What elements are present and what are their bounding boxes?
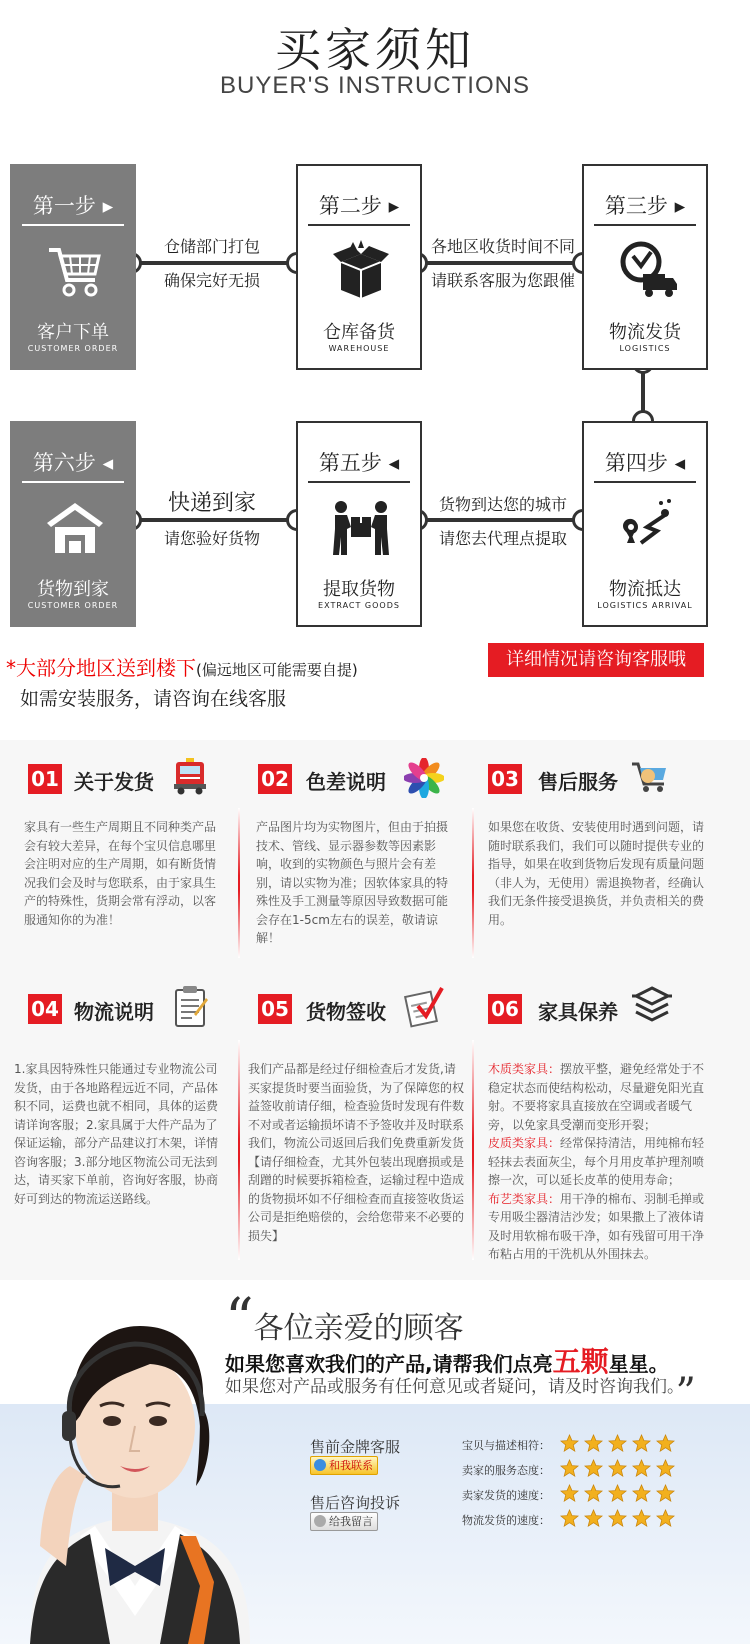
box-icon — [331, 240, 391, 300]
step-name: 物流抵达 — [609, 579, 681, 600]
connector-line-2 — [418, 261, 590, 265]
card-text: 产品图片均为实物图片，但由于拍摄技术、管线、显示器参数等因素影响，收到的实物颜色与照片会有差别，请以实物为准；因软体家具的特殊性及手工测量等原因导致数据可能会存在1-5cm左右的误差，敬请谅解！ — [256, 820, 449, 945]
star-icon[interactable] — [584, 1434, 603, 1453]
star-icon[interactable] — [656, 1434, 675, 1453]
message-icon — [314, 1515, 326, 1527]
step-divider — [594, 481, 696, 483]
connector-text-3b: 请您去代理点提取 — [438, 529, 567, 548]
star-request-five: 五颗 — [552, 1345, 609, 1378]
presale-label: 售前金牌客服 — [310, 1438, 401, 1456]
care-label-wood: 木质类家具： — [488, 1062, 561, 1076]
connector-line-1 — [132, 261, 304, 265]
rating-label: 卖家的服务态度： — [462, 1464, 550, 1477]
step-label: 第五步 ◂ — [318, 451, 400, 475]
card-title: 色差说明 — [306, 770, 386, 794]
step-name-en: WAREHOUSE — [328, 344, 390, 353]
aftersale-label: 售后咨询投诉 — [310, 1494, 401, 1512]
care-label-leather: 皮质类家具： — [488, 1136, 561, 1150]
connector-text-4b: 请您验好货物 — [163, 529, 260, 548]
star-icon[interactable] — [608, 1434, 627, 1453]
card-number: 05 — [258, 994, 292, 1024]
contact-me-button[interactable] — [310, 1456, 378, 1475]
notice-main: 大部分地区送到楼下 — [16, 656, 196, 680]
card-text: 1.家具因特殊性只能通过专业物流公司发货，由于各地路程远近不同，产品体积不同，运费也就不相同，具体的运费请详询客服；2.家具属于大件产品为了保证运输，部分产品建议打木架，详情咨询客服；3.部分地区物流公司无法到达，请买家下单前，咨询好客服，协商好可到达的物流运送路线。 — [14, 1062, 219, 1206]
connector-line-4 — [418, 518, 590, 522]
chat-icon — [314, 1459, 326, 1471]
step-name: 客户下单 — [37, 322, 109, 343]
open-quote-icon: “ — [225, 1287, 254, 1352]
card-title: 物流说明 — [74, 1000, 154, 1024]
feedback-line — [225, 1370, 696, 1416]
step-name-en: CUSTOMER ORDER — [27, 344, 119, 353]
map-route-icon — [617, 497, 677, 557]
step-name-en: EXTRACT GOODS — [318, 601, 400, 610]
connector-text-2b: 请联系客服为您跟催 — [430, 271, 575, 290]
step-name-en: CUSTOMER ORDER — [27, 601, 119, 610]
leave-message-label: 给我留言 — [329, 1515, 373, 1528]
connector-text-2a: 各地区收货时间不同 — [430, 237, 575, 256]
divider — [238, 808, 240, 958]
connector-text-1a: 仓储部门打包 — [163, 237, 260, 256]
step-divider — [594, 224, 696, 226]
rating-row — [460, 1484, 700, 1504]
step-4-card — [582, 421, 708, 627]
divider — [472, 808, 474, 958]
star-icon[interactable] — [608, 1459, 627, 1478]
step-divider — [22, 224, 124, 226]
star-icon[interactable] — [656, 1509, 675, 1528]
service-cart-icon — [630, 756, 670, 796]
shopping-cart-icon — [45, 240, 105, 300]
boxes-icon — [630, 984, 674, 1028]
card-text-care — [488, 1060, 710, 1264]
leave-message-button[interactable] — [310, 1512, 378, 1531]
star-icon[interactable] — [584, 1459, 603, 1478]
consult-service-button[interactable]: 详细情况请咨询客服哦 — [488, 643, 704, 677]
star-icon[interactable] — [608, 1484, 627, 1503]
card-text: 家具有一些生产周期且不同种类产品会有较大差异，在每个宝贝信息哪里会注明对应的生产周期，如有断货情况我们会及时与您联系，由于家具生产的特殊性，货期会常有浮动，以客服通知你的为准！ — [24, 820, 217, 927]
home-warehouse-icon — [45, 497, 105, 557]
star-icon[interactable] — [584, 1484, 603, 1503]
card-title: 货物签收 — [306, 1000, 386, 1024]
star-icon[interactable] — [584, 1509, 603, 1528]
install-notice: 如需安装服务，请咨询在线客服 — [20, 688, 287, 710]
card-title: 售后服务 — [538, 770, 618, 794]
star-icon[interactable] — [656, 1484, 675, 1503]
delivery-truck-icon — [617, 240, 677, 300]
card-number: 01 — [28, 764, 62, 794]
step-name: 提取货物 — [323, 579, 395, 600]
step-label: 第二步 ▸ — [318, 194, 400, 218]
clipboard-icon — [170, 984, 210, 1028]
card-text: 如果您在收货、安装使用时遇到问题，请随时联系我们，我们可以随时提供专业的指导，如果在收到货物后发现有质量问题（非人为，无使用）需退换物者，经确认我们无条件接受退换货，并负责相关的费用。 — [488, 820, 705, 927]
delivery-notice — [6, 652, 358, 681]
rating-row — [460, 1509, 700, 1529]
star-icon[interactable] — [632, 1459, 651, 1478]
rating-label: 卖家发货的速度： — [462, 1489, 550, 1502]
care-text-wood: 摆放平整，避免经常处于不稳定状态而使结构松动，尽量避免阳光直射。不要将家具直接放在空调或者暖气旁，以免家具受潮而变形开裂； — [488, 1062, 705, 1132]
star-icon[interactable] — [608, 1509, 627, 1528]
star-icon[interactable] — [632, 1484, 651, 1503]
people-carry-icon — [331, 497, 391, 557]
card-title: 家具保养 — [538, 1000, 618, 1024]
divider — [238, 1040, 240, 1260]
step-name: 物流发货 — [609, 322, 681, 343]
fire-truck-icon — [170, 756, 210, 796]
step-label: 第四步 ◂ — [604, 451, 686, 475]
checklist-icon — [404, 984, 444, 1028]
star-icon[interactable] — [656, 1459, 675, 1478]
star-icon[interactable] — [632, 1509, 651, 1528]
color-wheel-icon — [404, 758, 444, 798]
rating-row — [460, 1459, 700, 1479]
step-2-card — [296, 164, 422, 370]
connector-line-3 — [132, 518, 304, 522]
step-label: 第一步 ▸ — [32, 194, 114, 218]
star-icon[interactable] — [560, 1459, 579, 1478]
card-number: 04 — [28, 994, 62, 1024]
star-icon[interactable] — [560, 1434, 579, 1453]
step-divider — [308, 481, 410, 483]
star-icon[interactable] — [632, 1434, 651, 1453]
step-name-en: LOGISTICS — [619, 344, 671, 353]
greeting-title-text: 各位亲爱的顾客 — [253, 1311, 464, 1346]
page-title: 买家须知 — [275, 23, 475, 77]
step-label: 第三步 ▸ — [604, 194, 686, 218]
connector-text-1b: 确保完好无损 — [163, 271, 260, 290]
card-text: 我们产品都是经过仔细检查后才发货,请买家提货时要当面验货，为了保障您的权益签收前请仔细，检查验货时发现有件数不对或者运输损坏请不予签收并及时联系我们，物流公司返回后我们免费重新发货【请仔细检查，尤其外包装出现磨损或是刮蹭的时候要拆箱检查，运输过程中造成的货物损坏如不仔细检查而直接签收货运公司是拒绝赔偿的，会给您带来不必要的损失】 — [248, 1062, 465, 1243]
star-icon[interactable] — [560, 1484, 579, 1503]
star-request-a: 如果您喜欢我们的产品,请帮我们点亮 — [225, 1352, 553, 1376]
feedback-text: 如果您对产品或服务有任何意见或者疑问，请及时咨询我们。 — [225, 1377, 676, 1397]
connector-text-3a: 货物到达您的城市 — [438, 495, 567, 514]
close-quote-icon: ” — [675, 1370, 696, 1416]
rating-label: 物流发货的速度： — [462, 1514, 550, 1527]
step-name: 仓库备货 — [323, 322, 395, 343]
star-request-b: 星星。 — [608, 1352, 669, 1376]
divider — [472, 1040, 474, 1260]
step-divider — [308, 224, 410, 226]
step-divider — [22, 481, 124, 483]
star-icon[interactable] — [560, 1509, 579, 1528]
step-label: 第六步 ◂ — [32, 451, 114, 475]
contact-me-label: 和我联系 — [329, 1459, 373, 1472]
step-3-card — [582, 164, 708, 370]
card-number: 03 — [488, 764, 522, 794]
card-number: 06 — [488, 994, 522, 1024]
step-name-en: LOGISTICS ARRIVAL — [597, 601, 693, 610]
notice-note: (偏远地区可能需要自提) — [196, 661, 358, 679]
step-5-card — [296, 421, 422, 627]
rating-label: 宝贝与描述相符： — [462, 1439, 550, 1452]
card-title: 关于发货 — [74, 770, 154, 794]
step-6-card — [10, 421, 136, 627]
step-name: 货物到家 — [37, 579, 109, 600]
notice-star: * — [6, 656, 16, 680]
card-number: 02 — [258, 764, 292, 794]
care-text-fabric: 用干净的棉布、羽制毛掸或专用吸尘器清洁沙发；如果撒上了液体请及时用软棉布吸干净，如有残留可用干净布粘占用的干洗机从外围抹去。 — [488, 1191, 705, 1261]
care-text-leather: 经常保持清洁，用纯棉布轻轻抹去表面灰尘，每个月用皮革护理剂喷擦一次，可以延长皮革的使用寿命； — [488, 1136, 705, 1187]
page-subtitle: BUYER'S INSTRUCTIONS — [220, 72, 530, 99]
care-label-fabric: 布艺类家具： — [488, 1191, 561, 1206]
connector-text-4a: 快递到家 — [167, 491, 256, 516]
step-1-card — [10, 164, 136, 370]
rating-row — [460, 1434, 700, 1454]
